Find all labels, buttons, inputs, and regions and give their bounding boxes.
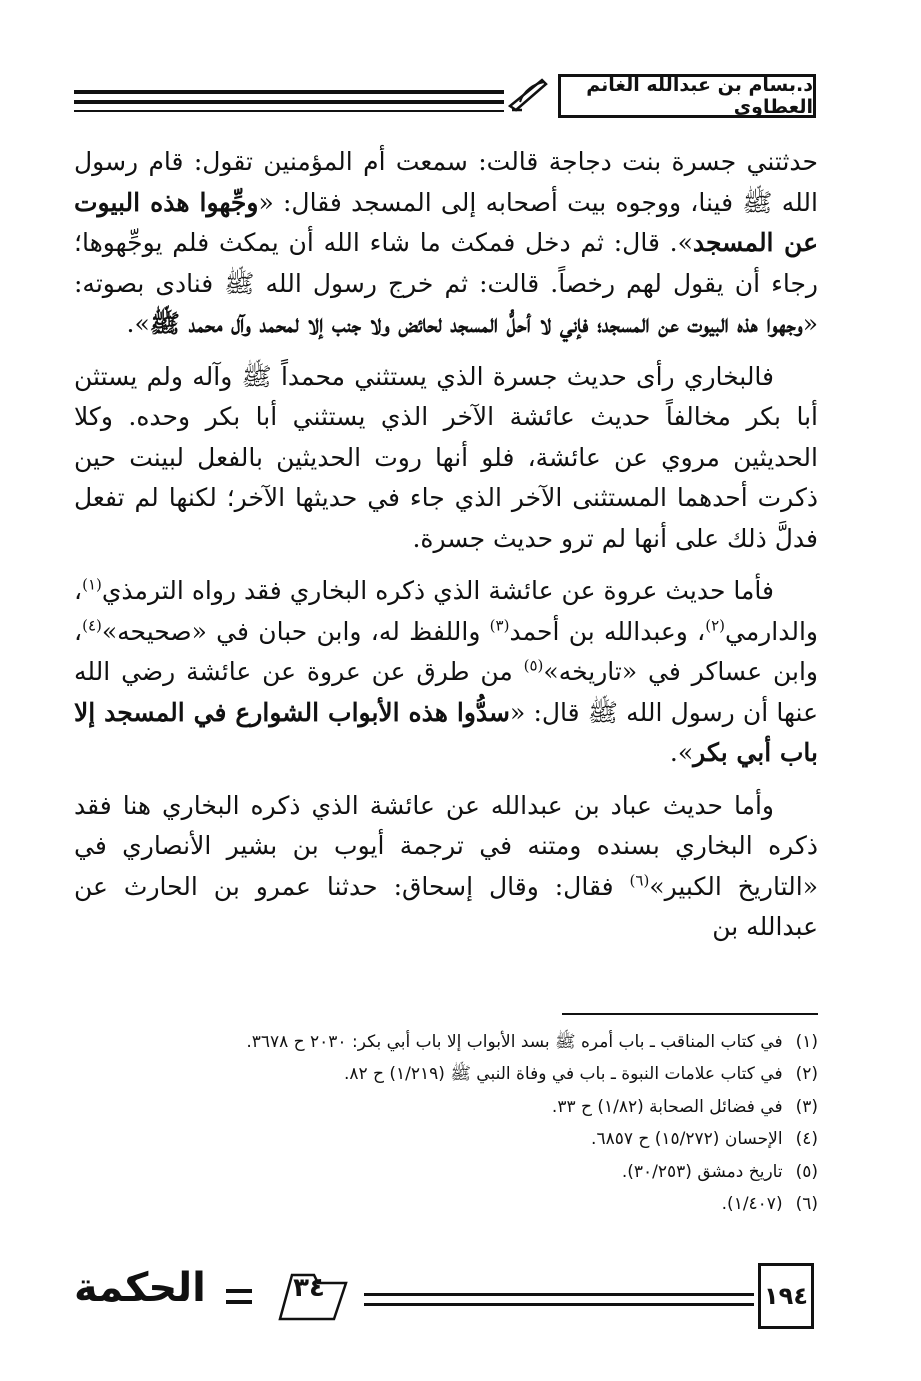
header-rule-middle (74, 100, 504, 104)
page-footer (74, 1263, 824, 1333)
footnote-6 (74, 1188, 818, 1220)
footnote-ref[interactable]: (٤) (82, 616, 102, 635)
paragraph-3 (74, 571, 818, 774)
footnote-text: تاريخ دمشق (٣٠/٢٥٣). (621, 1161, 783, 1182)
running-header (74, 70, 816, 134)
footnotes-list (74, 1026, 818, 1220)
footnote-text: (١/٤٠٧). (721, 1194, 783, 1215)
footer-rule-top (364, 1293, 754, 1296)
issue-number: ٣٤ (293, 1273, 325, 1303)
footnote-1 (74, 1026, 818, 1058)
footnote-ref[interactable]: (٦) (629, 871, 650, 890)
footnote-number: (٦) (795, 1194, 818, 1215)
hadith-quote: وجِّهوا هذه البيوت عن المسجد (74, 187, 818, 257)
text-segment: حدثتني جسرة بنت دجاجة قالت: سمعت أم المؤمنين تقول: قام رسول الله ﷺ فينا، ووجوه بيت أصحابه إلى المسجد فقال: « (74, 147, 818, 217)
footnote-ref[interactable]: (١) (82, 575, 102, 594)
footnote-text: في كتاب المناقب ـ باب أمره ﷺ بسد الأبواب إلا باب أبي بكر: ٢٠٣٠ ح ٣٦٧٨. (246, 1032, 783, 1052)
footnote-3 (74, 1091, 818, 1123)
text-segment: ». (126, 309, 150, 338)
footnote-ref[interactable]: (٢) (705, 616, 725, 635)
paragraph-1 (74, 142, 818, 345)
author-name: د.بسام بن عبدالله الغانم العطاوي (586, 74, 813, 118)
text-segment: فأما حديث عروة عن عائشة الذي ذكره البخاري فقد رواه الترمذي (101, 576, 774, 605)
footnote-text: في كتاب علامات النبوة ـ باب في وفاة النبي ﷺ (١/٢١٩) ح ٨٢. (343, 1064, 783, 1085)
text-segment: ، وابن عساكر في «تاريخه» (74, 616, 819, 686)
footnote-number: (٢) (795, 1064, 818, 1085)
footer-rule-bottom (364, 1303, 754, 1306)
footnote-ref[interactable]: (٥) (523, 656, 544, 675)
footnote-number: (٥) (795, 1161, 818, 1182)
text-segment: ». (669, 738, 694, 767)
footnote-2 (74, 1058, 818, 1090)
footnote-separator (562, 1013, 818, 1015)
hadith-quote: سدُّوا هذه الأبواب الشوارع في المسجد إلا باب أبي بكر (74, 697, 818, 767)
quill-icon (508, 76, 548, 112)
magazine-name: الحكمة (74, 1265, 206, 1311)
text-segment: فالبخاري رأى حديث جسرة الذي يستثني محمداً ﷺ وآله ولم يستثن أبا بكر مخالفاً حديث عائشة الآخر الذي يستثني أبا بكر وحده. وكلا الحديثين مروي عن عائشة، فلو أنها روت الحديثين بالفعل لبينت حين ذكرت أحدهما المستثنى الآخر الذي جاء في حديثها الآخر؛ لكنها لم تفعل فدلَّ ذلك على أنها لم ترو حديث جسرة. (74, 361, 818, 553)
footnote-ref[interactable]: (٣) (489, 616, 510, 635)
paragraph-2 (74, 357, 818, 560)
paragraph-4 (74, 786, 818, 948)
page-number-box (758, 1263, 814, 1329)
text-segment: ». قال: ثم دخل فمكث ما شاء الله أن يمكث فلم يوجِّهوها؛ رجاء أن يقول لهم رخصاً. قالت: ثم خرج رسول الله ﷺ فنادى بصوته: « (74, 228, 818, 338)
footnote-number: (٤) (795, 1129, 818, 1150)
text-segment: من طرق عن عروة عن عائشة رضي الله عنها أن رسول الله ﷺ قال: « (74, 657, 818, 727)
hadith-quote: وجهوا هذه البيوت عن المسجد؛ فإني لا أحلُّ المسجد لحائض ولا جنب إلا لمحمد وآل محمد ﷺ (149, 309, 803, 338)
text-segment: ، والدارمي (74, 576, 818, 646)
text-segment: ، وعبدالله بن أحمد (509, 616, 706, 646)
footnote-text: الإحسان (١٥/٢٧٢) ح ٦٨٥٧. (591, 1129, 783, 1150)
footnote-number: (٣) (795, 1096, 818, 1117)
magazine-logo (74, 1265, 224, 1311)
author-name-box (558, 74, 816, 118)
footer-separator (226, 1289, 252, 1311)
header-rule-bottom (74, 110, 504, 112)
text-segment: وأما حديث عباد بن عبدالله عن عائشة الذي ذكره البخاري هنا فقد ذكره البخاري بسنده ومتنه في ترجمة أيوب بن بشير الأنصاري في «التاريخ الكبير» (74, 790, 818, 901)
footnote-4 (74, 1123, 818, 1155)
text-segment: فقال: وقال إسحاق: حدثنا عمرو بن الحارث عن عبدالله بن (74, 871, 818, 941)
footnote-text: في فضائل الصحابة (١/٨٢) ح ٣٣. (551, 1096, 783, 1117)
body-text (74, 142, 818, 948)
footnote-5 (74, 1156, 818, 1188)
header-rule-top (74, 90, 504, 94)
page-number: ١٩٤ (764, 1282, 808, 1310)
text-segment: واللفظ له، وابن حبان في «صحيحه» (101, 616, 490, 646)
footnote-number: (١) (795, 1032, 818, 1052)
